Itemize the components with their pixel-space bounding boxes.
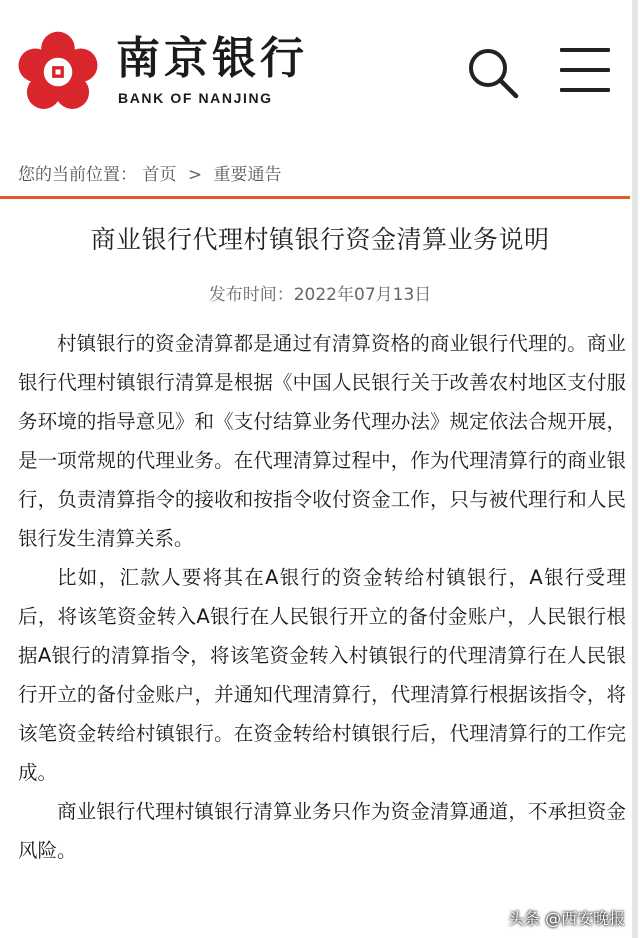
breadcrumb-home-link[interactable]: 首页 xyxy=(142,165,177,185)
article-paragraph: 村镇银行的资金清算都是通过有清算资格的商业银行代理的。商业银行代理村镇银行清算是根据《中国人民银行关于改善农村地区支付服务环境的指导意见》和《支付结算业务代理办法》规定依法合规开展，是一项常规的代理业务。在代理清算过程中，作为代理清算行的商业银行，负责清算指令的接收和按指令收付资金工作，只与被代理行和人民银行发生清算关系。 xyxy=(18,332,626,550)
scrollbar[interactable] xyxy=(632,0,638,938)
publish-time: 发布时间：2022年07月13日 xyxy=(208,285,432,305)
search-icon xyxy=(464,44,522,102)
bank-name-en: BANK OF NANJING xyxy=(118,90,273,106)
watermark: 头条 @西安晚报 xyxy=(508,909,626,928)
page-title: 商业银行代理村镇银行资金清算业务说明 xyxy=(90,225,550,254)
bank-logo-icon[interactable] xyxy=(16,30,100,114)
breadcrumb-label: 您的当前位置： xyxy=(18,165,137,185)
search-button[interactable] xyxy=(464,44,522,102)
breadcrumb xyxy=(18,160,281,185)
hamburger-menu-icon-bar xyxy=(560,88,610,92)
bank-name-cn: 南京银行 xyxy=(116,33,308,84)
hamburger-menu-icon-bar xyxy=(560,48,610,52)
header-divider xyxy=(0,196,630,199)
article-paragraph: 比如，汇款人要将其在A银行的资金转给村镇银行，A银行受理后，将该笔资金转入A银行在人民银行开立的备付金账户，人民银行根据A银行的清算指令，将该笔资金转入村镇银行的代理清算行在人民银行开立的备付金账户，并通知代理清算行，代理清算行根据该指令，将该笔资金转给村镇银行。在资金转给村镇银行后，代理清算行的工作完成。 xyxy=(18,566,626,784)
breadcrumb-current-link[interactable]: 重要通告 xyxy=(213,165,282,185)
article-paragraph: 商业银行代理村镇银行清算业务只作为资金清算通道，不承担资金风险。 xyxy=(18,800,626,862)
article-body xyxy=(18,324,626,870)
hamburger-menu-icon-bar xyxy=(560,68,610,72)
breadcrumb-separator: > xyxy=(187,165,203,185)
menu-button[interactable] xyxy=(556,46,614,98)
site-header xyxy=(0,0,640,135)
